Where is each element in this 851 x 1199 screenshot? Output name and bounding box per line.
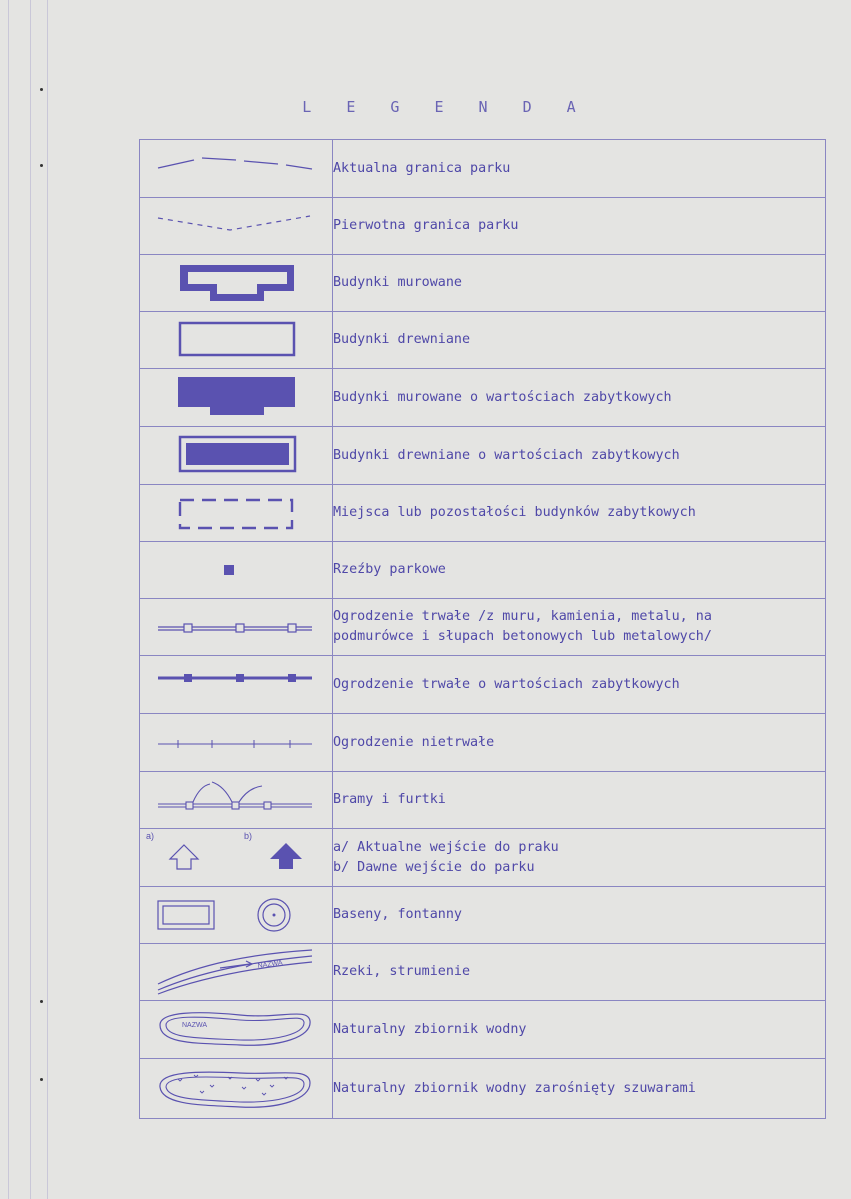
legend-description-line: Ogrodzenie trwałe /z muru, kamienia, metalu, na: [333, 609, 712, 624]
legend-row: [140, 887, 826, 944]
legend-symbol-cell: [140, 312, 333, 369]
hole-mark: [40, 1000, 43, 1003]
legend-description-line: Ogrodzenie nietrwałe: [333, 734, 495, 750]
legend-description: [333, 599, 826, 656]
legend-description: [333, 1059, 826, 1119]
legend-symbol-cell: [140, 714, 333, 772]
wooden-building-outline-icon: [140, 312, 332, 368]
legend-row: [140, 427, 826, 485]
entrance-label-a: a): [146, 831, 155, 841]
permanent-fence-line-icon: [140, 599, 332, 655]
legend-description-line: Ogrodzenie trwałe o wartościach zabytkowych: [333, 676, 680, 692]
legend-row: [140, 140, 826, 198]
legend-description: [333, 140, 826, 198]
hole-mark: [40, 1078, 43, 1081]
svg-text:NAZWA: NAZWA: [182, 1022, 208, 1029]
legend-row: [140, 1059, 826, 1119]
building-remains-dashed-rect-icon: [140, 485, 332, 541]
reed-water-body-icon: [140, 1059, 332, 1118]
legend-description: [333, 656, 826, 714]
legend-description: [333, 198, 826, 255]
legend-description: [333, 714, 826, 772]
legend-description-line: podmurówce i słupach betonowych lub metalowych/: [333, 629, 712, 644]
legend-description: [333, 542, 826, 599]
sculpture-square-icon: [140, 542, 332, 598]
legend-symbol-cell: [140, 772, 333, 829]
legend-row: [140, 829, 826, 887]
brick-building-outline-icon: [140, 255, 332, 311]
historic-wooden-building-filled-icon: [140, 427, 332, 484]
legend-row: [140, 944, 826, 1001]
legend-description-line: Budynki drewniane: [333, 332, 471, 347]
legend-description-line: Bramy i furtki: [333, 792, 446, 807]
legend-table: [139, 139, 826, 1119]
legend-symbol-cell: [140, 485, 333, 542]
legend-row: [140, 714, 826, 772]
original-boundary-short-dash-line-icon: [140, 198, 332, 254]
legend-description-line: Pierwotna granica parku: [333, 218, 519, 233]
legend-row: [140, 1001, 826, 1059]
legend-description: [333, 772, 826, 829]
entrance-arrows-icon: [140, 829, 332, 886]
legend-description-line: a/ Aktualne wejście do praku: [333, 839, 559, 855]
legend-description-line: Miejsca lub pozostałości budynków zabytkowych: [333, 505, 696, 520]
legend-description-line: Budynki murowane o wartościach zabytkowych: [333, 389, 672, 405]
legend-description-line: Baseny, fontanny: [333, 907, 462, 922]
margin-line: [8, 0, 9, 1199]
legend-description-line: Budynki murowane: [333, 275, 462, 290]
legend-description: [333, 255, 826, 312]
legend-description: [333, 427, 826, 485]
svg-text:NAZWA: NAZWA: [257, 959, 284, 970]
legend-description-line: Rzeźby parkowe: [333, 562, 446, 577]
legend-row: [140, 255, 826, 312]
hole-mark: [40, 88, 43, 91]
legend-symbol-cell: [140, 599, 333, 656]
legend-description-line: Naturalny zbiornik wodny: [333, 1021, 527, 1037]
historic-fence-line-icon: [140, 656, 332, 713]
historic-brick-building-filled-icon: [140, 369, 332, 426]
legend-description: [333, 829, 826, 887]
rivers-streams-icon: [140, 944, 332, 1000]
legend-row: [140, 542, 826, 599]
legend-row: [140, 198, 826, 255]
legend-description: [333, 887, 826, 944]
legend-description-line: Naturalny zbiornik wodny zarośnięty szuwarami: [333, 1080, 696, 1096]
legend-row: [140, 312, 826, 369]
legend-symbol-cell: [140, 887, 333, 944]
legend-symbol-cell: [140, 369, 333, 427]
hole-mark: [40, 164, 43, 167]
current-boundary-dashed-line-icon: [140, 140, 332, 197]
legend-symbol-cell: [140, 255, 333, 312]
legend-row: [140, 656, 826, 714]
legend-description: [333, 1001, 826, 1059]
temporary-fence-line-icon: [140, 714, 332, 771]
legend-symbol-cell: [140, 944, 333, 1001]
legend-symbol-cell: [140, 542, 333, 599]
legend-symbol-cell: [140, 1059, 333, 1119]
legend-title: L E G E N D A: [302, 98, 589, 116]
entrance-label-b: b): [244, 831, 253, 841]
margin-line: [30, 0, 31, 1199]
legend-symbol-cell: [140, 198, 333, 255]
legend-symbol-cell: [140, 140, 333, 198]
legend-symbol-cell: [140, 829, 333, 887]
gates-wickets-icon: [140, 772, 332, 828]
legend-symbol-cell: [140, 427, 333, 485]
legend-description-line: Rzeki, strumienie: [333, 964, 471, 979]
legend-description-line: Budynki drewniane o wartościach zabytkowych: [333, 447, 680, 463]
legend-row: [140, 599, 826, 656]
legend-row: [140, 369, 826, 427]
legend-row: [140, 485, 826, 542]
legend-symbol-cell: [140, 656, 333, 714]
legend-description: [333, 369, 826, 427]
legend-description-line: Aktualna granica parku: [333, 160, 511, 176]
legend-description-line: b/ Dawne wejście do parku: [333, 859, 535, 875]
pools-fountains-icon: [140, 887, 332, 943]
legend-symbol-cell: [140, 1001, 333, 1059]
natural-water-body-icon: [140, 1001, 332, 1058]
legend-description: [333, 485, 826, 542]
legend-row: [140, 772, 826, 829]
legend-description: [333, 944, 826, 1001]
legend-description: [333, 312, 826, 369]
margin-line: [47, 0, 48, 1199]
